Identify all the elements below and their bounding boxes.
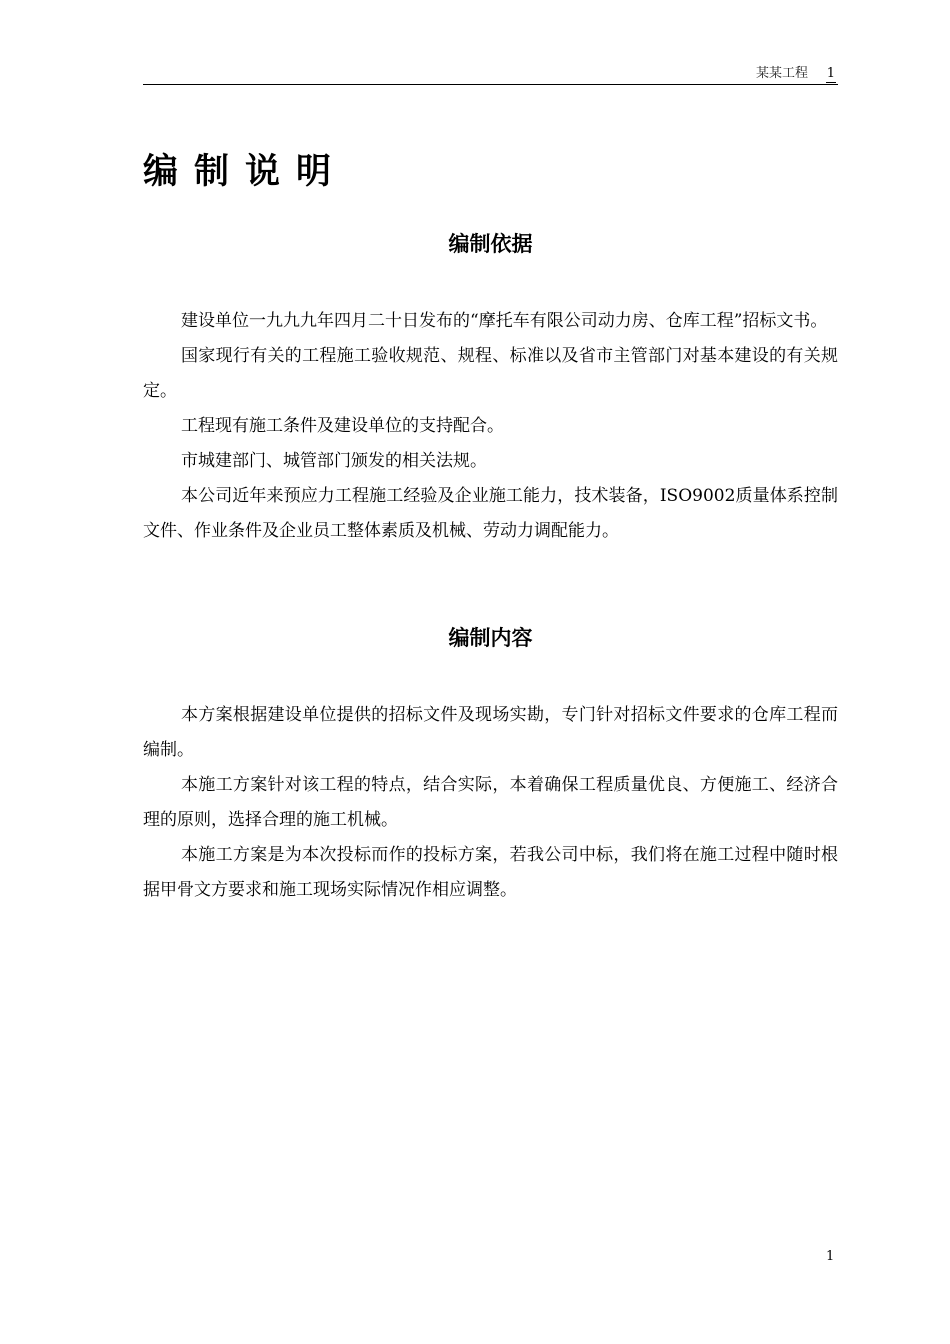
footer-page-number: 1 bbox=[826, 1249, 835, 1264]
section-body-basis bbox=[143, 304, 838, 549]
section-body-content bbox=[143, 698, 838, 908]
section-heading-basis: 编制依据 bbox=[448, 232, 533, 256]
paragraph: 本施工方案针对该工程的特点，结合实际，本着确保工程质量优良、方便施工、经济合理的原则，选择合理的施工机械。 bbox=[143, 775, 838, 830]
paragraph: 市城建部门、城管部门颁发的相关法规。 bbox=[181, 451, 487, 471]
paragraph: 工程现有施工条件及建设单位的支持配合。 bbox=[181, 416, 504, 436]
header-title: 某某工程 bbox=[755, 66, 808, 81]
paragraph: 本方案根据建设单位提供的招标文件及现场实勘，专门针对招标文件要求的仓库工程而编制。 bbox=[143, 705, 838, 760]
paragraph: 本公司近年来预应力工程施工经验及企业施工能力，技术装备，ISO9002质量体系控制文件、作业条件及企业员工整体素质及机械、劳动力调配能力。 bbox=[143, 486, 838, 541]
main-title: 编制说明 bbox=[143, 151, 348, 192]
paragraph: 建设单位一九九九年四月二十日发布的“摩托车有限公司动力房、仓库工程”招标文书。 bbox=[181, 311, 828, 331]
paragraph: 本施工方案是为本次投标而作的投标方案，若我公司中标，我们将在施工过程中随时根据甲骨文方要求和施工现场实际情况作相应调整。 bbox=[143, 845, 838, 900]
page-header bbox=[143, 66, 838, 85]
header-page-number: 1 bbox=[826, 66, 835, 81]
section-heading-content: 编制内容 bbox=[448, 626, 533, 650]
paragraph: 国家现行有关的工程施工验收规范、规程、标准以及省市主管部门对基本建设的有关规定。 bbox=[143, 346, 838, 401]
